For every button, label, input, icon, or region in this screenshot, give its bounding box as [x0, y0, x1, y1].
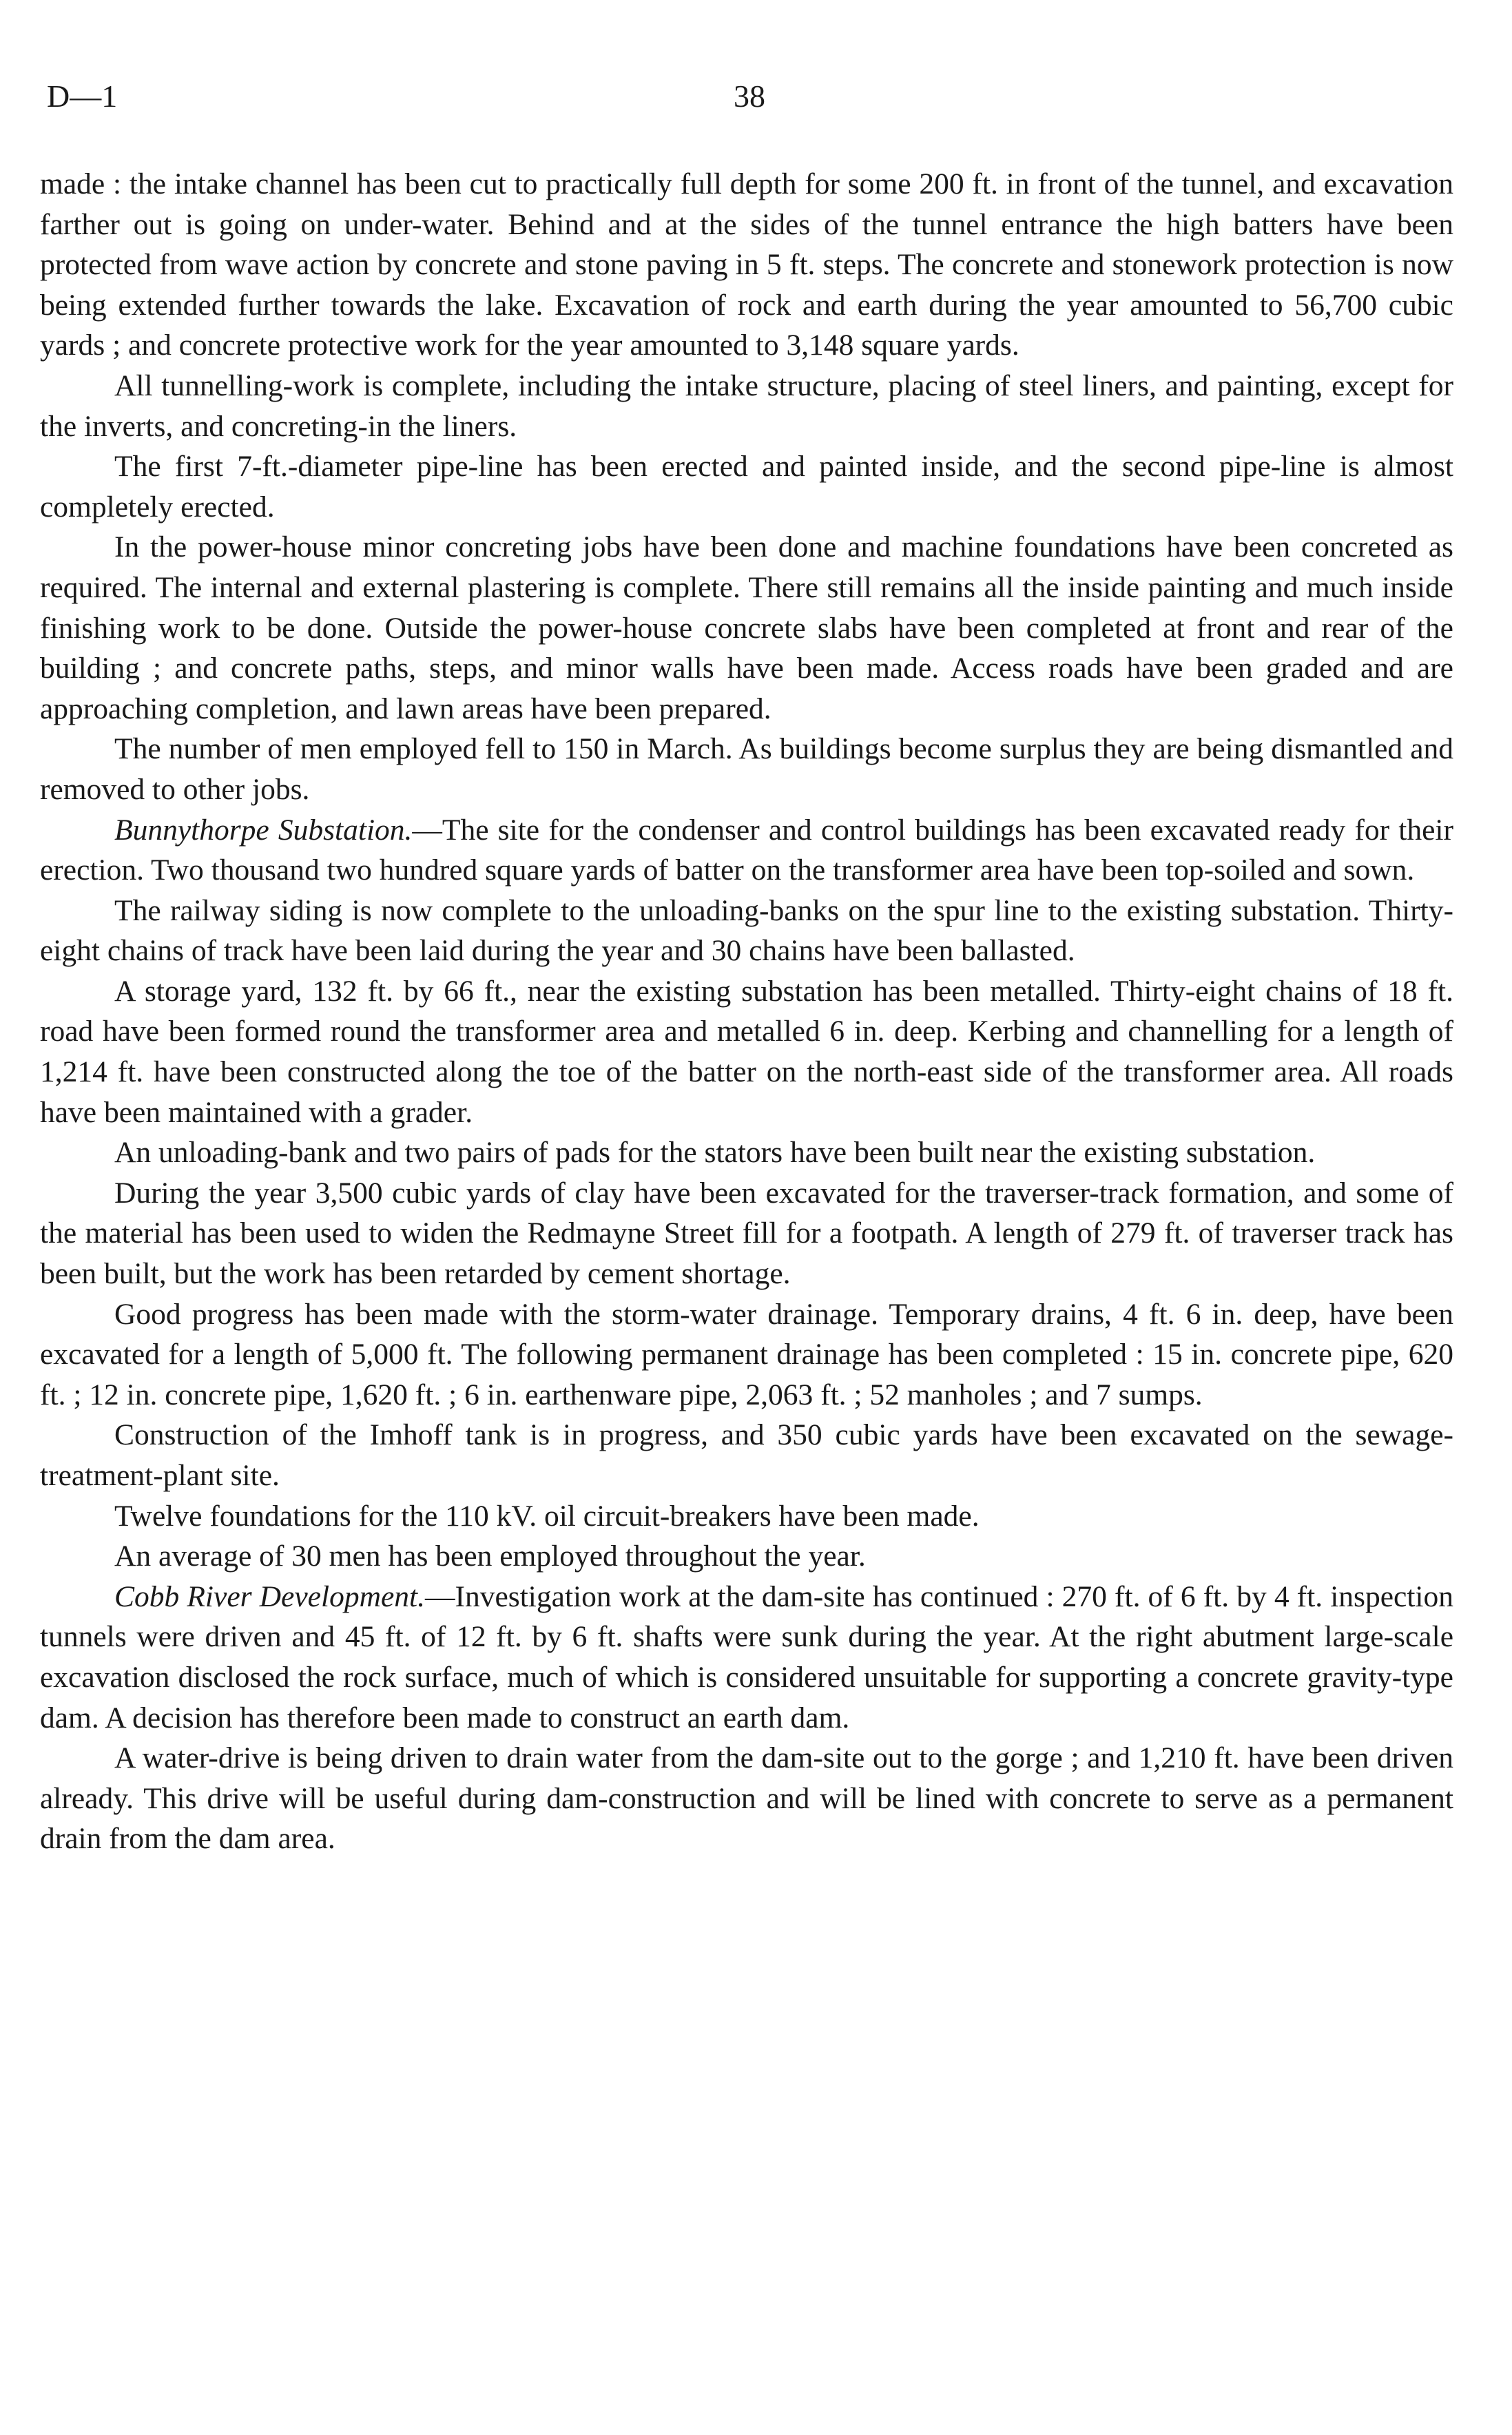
paragraph: A water-drive is being driven to drain water from the dam-site out to the gorge ; and 1,210 ft. have been driven already. This drive will be useful during dam-construction and will be lined with concrete to serve as a permanent drain from the dam area.: [40, 1741, 1453, 1856]
paragraph: The first 7-ft.-diameter pipe-line has been erected and painted inside, and the second pipe-line is almost completely erected.: [40, 450, 1453, 524]
paragraph: The number of men employed fell to 150 in March. As buildings become surplus they are being dismantled and removed to other jobs.: [40, 732, 1453, 806]
paragraph: An average of 30 men has been employed throughout the year.: [114, 1540, 866, 1573]
body-text: [40, 164, 1453, 1859]
paragraph: made : the intake channel has been cut to practically full depth for some 200 ft. in front of the tunnel, and excavation farther out is going on under-water. Behind and at the sides of the tunnel entrance the high batters have been protected from wave action by concrete and stone paving in 5 ft. steps. The concrete and stonework protection is now being extended further towards the lake. Excavation of rock and earth during the year amounted to 56,700 cubic yards ; and concrete protective work for the year amounted to 3,148 square yards.: [40, 167, 1453, 362]
section-heading: Bunnythorpe Substation.: [114, 813, 413, 847]
paragraph: The railway siding is now complete to the unloading-banks on the spur line to the existing substation. Thirty-eight chains of track have been laid during the year and 30 chains have been ballasted.: [40, 893, 1453, 968]
page-number: 38: [734, 79, 765, 114]
paragraph: An unloading-bank and two pairs of pads for the stators have been built near the existing substation.: [114, 1136, 1316, 1170]
paragraph: In the power-house minor concreting jobs have been done and machine foundations have been concreted as required. The internal and external plastering is complete. There still remains all the inside painting and much inside finishing work to be done. Outside the power-house concrete slabs have been completed at front and rear of the building ; and concrete paths, steps, and minor walls have been made. Access roads have been graded and are approaching completion, and lawn areas have been prepared.: [40, 530, 1453, 725]
paragraph: Bunnythorpe Substation.—The site for the condenser and control buildings has been excavated ready for their erection. Two thousand two hundred square yards of batter on the transformer area have been top-soiled and sown.: [40, 813, 1453, 887]
paragraph: Twelve foundations for the 110 kV. oil circuit-breakers have been made.: [114, 1499, 980, 1533]
paragraph: All tunnelling-work is complete, including the intake structure, placing of steel liners, and painting, except for the inverts, and concreting-in the liners.: [40, 369, 1453, 443]
paragraph: Cobb River Development.—Investigation work at the dam-site has continued : 270 ft. of 6 ft. by 4 ft. inspection tunnels were driven and 45 ft. of 12 ft. by 6 ft. shafts were sunk during the year. At the right abutment large-scale excavation disclosed the rock surface, much of which is considered unsuitable for supporting a concrete gravity-type dam. A decision has therefore been made to construct an earth dam.: [40, 1579, 1453, 1734]
paragraph: During the year 3,500 cubic yards of clay have been excavated for the traverser-track formation, and some of the material has been used to widen the Redmayne Street fill for a footpath. A length of 279 ft. of traverser track has been built, but the work has been retarded by cement shortage.: [40, 1176, 1453, 1291]
section-heading: Cobb River Development.: [114, 1579, 425, 1613]
paragraph: Good progress has been made with the storm-water drainage. Temporary drains, 4 ft. 6 in. deep, have been excavated for a length of 5,000 ft. The following permanent drainage has been completed : 15 in. concrete pipe, 620 ft. ; 12 in. concrete pipe, 1,620 ft. ; 6 in. earthenware pipe, 2,063 ft. ; 52 manholes ; and 7 sumps.: [40, 1297, 1453, 1411]
paragraph: A storage yard, 132 ft. by 66 ft., near the existing substation has been metalled. Thirty-eight chains of 18 ft. road have been formed round the transformer area and metalled 6 in. deep. Kerbing and channelling for a length of 1,214 ft. have been constructed along the toe of the batter on the north-east side of the transformer area. All roads have been maintained with a grader.: [40, 974, 1453, 1129]
page-header: [47, 69, 1452, 124]
document-code: D—1: [47, 79, 118, 114]
paragraph: Construction of the Imhoff tank is in progress, and 350 cubic yards have been excavated on the sewage-treatment-plant site.: [40, 1418, 1453, 1492]
